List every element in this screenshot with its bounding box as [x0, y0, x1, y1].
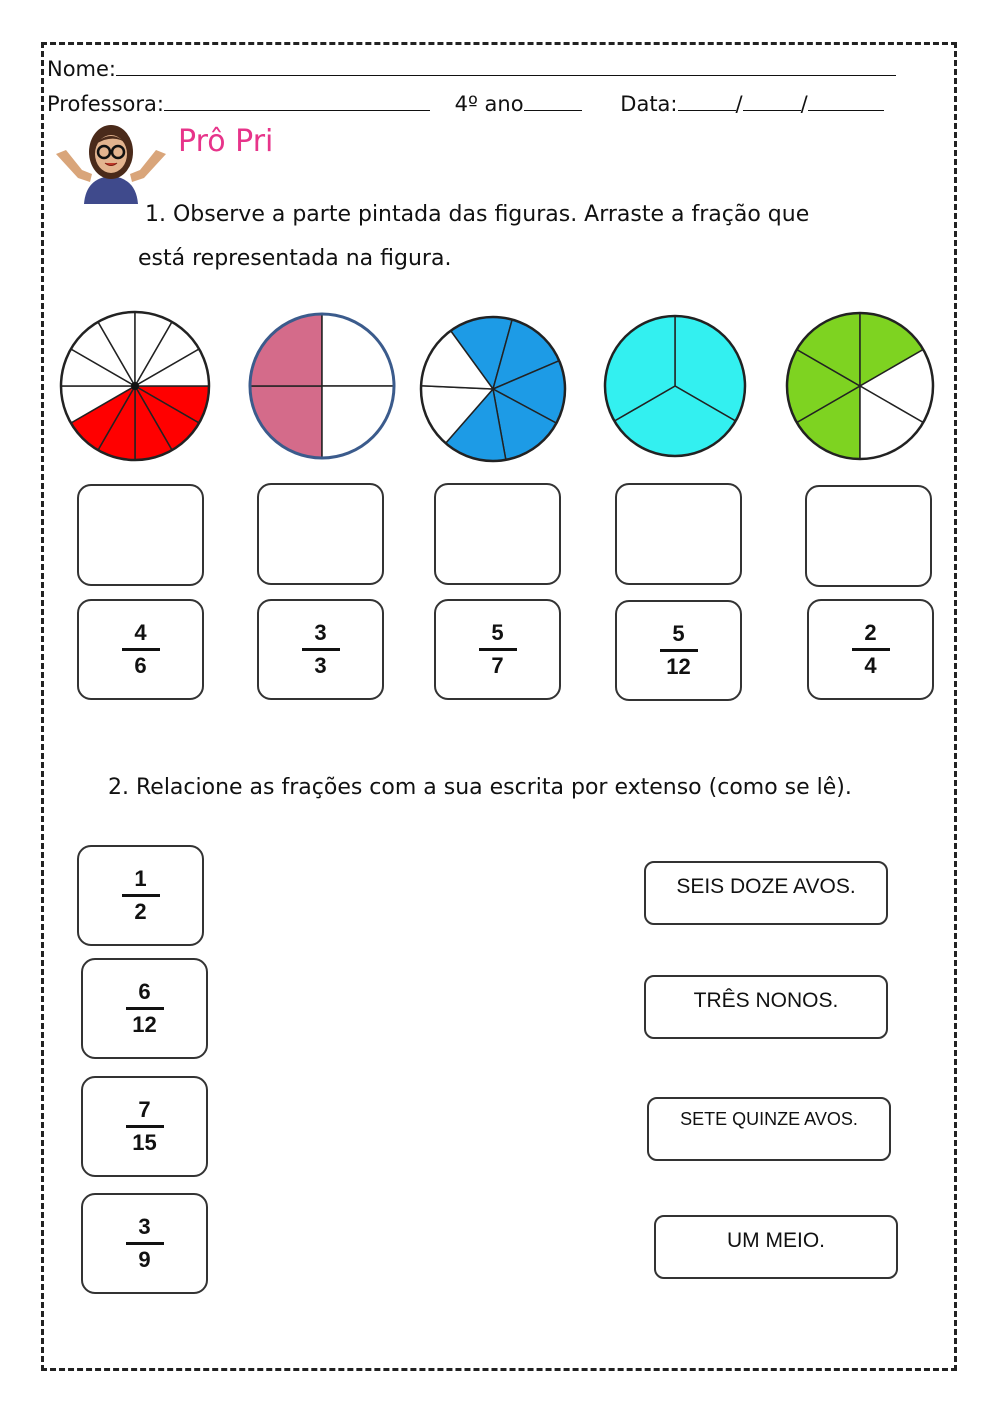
- match-fraction-4[interactable]: 3 9: [81, 1193, 208, 1294]
- teacher-avatar-icon: [52, 122, 170, 204]
- pie-figure-4: [595, 306, 755, 466]
- fraction-option-2[interactable]: 3 3: [257, 599, 384, 700]
- brand-title: Prô Pri: [178, 124, 274, 159]
- match-word-2[interactable]: TRÊS NONOS.: [644, 975, 888, 1039]
- match-word-1[interactable]: SEIS DOZE AVOS.: [644, 861, 888, 925]
- date-month-field[interactable]: [743, 90, 801, 111]
- grade-field[interactable]: [524, 90, 582, 111]
- fraction-option-5[interactable]: 2 4: [807, 599, 934, 700]
- match-word-3[interactable]: SETE QUINZE AVOS.: [647, 1097, 891, 1161]
- date-day-field[interactable]: [678, 90, 736, 111]
- question-1-line-2: está representada na figura.: [138, 246, 452, 271]
- info-line: Professora: 4º ano Data: / /: [47, 90, 884, 116]
- pie-figure-1: [55, 306, 215, 466]
- pie-figure-2: [242, 306, 402, 466]
- name-line: Nome:: [47, 55, 896, 81]
- pie-figure-3: [413, 309, 573, 469]
- pie-1-center: [131, 382, 139, 390]
- question-1-line-1: 1. Observe a parte pintada das figuras. Arraste a fração que: [145, 202, 810, 227]
- match-fraction-2[interactable]: 6 12: [81, 958, 208, 1059]
- drop-box-5[interactable]: [805, 485, 932, 587]
- drop-box-1[interactable]: [77, 484, 204, 586]
- teacher-field[interactable]: [164, 90, 430, 111]
- fraction-option-1[interactable]: 4 6: [77, 599, 204, 700]
- name-field[interactable]: [116, 55, 896, 76]
- match-fraction-1[interactable]: 1 2: [77, 845, 204, 946]
- fraction-option-4[interactable]: 5 12: [615, 600, 742, 701]
- drop-box-4[interactable]: [615, 483, 742, 585]
- drop-box-3[interactable]: [434, 483, 561, 585]
- question-2-text: 2. Relacione as frações com a sua escrita por extenso (como se lê).: [108, 775, 852, 800]
- match-fraction-3[interactable]: 7 15: [81, 1076, 208, 1177]
- fraction-option-3[interactable]: 5 7: [434, 599, 561, 700]
- match-word-4[interactable]: UM MEIO.: [654, 1215, 898, 1279]
- drop-box-2[interactable]: [257, 483, 384, 585]
- pie-figure-5: [780, 306, 940, 466]
- date-year-field[interactable]: [808, 90, 884, 111]
